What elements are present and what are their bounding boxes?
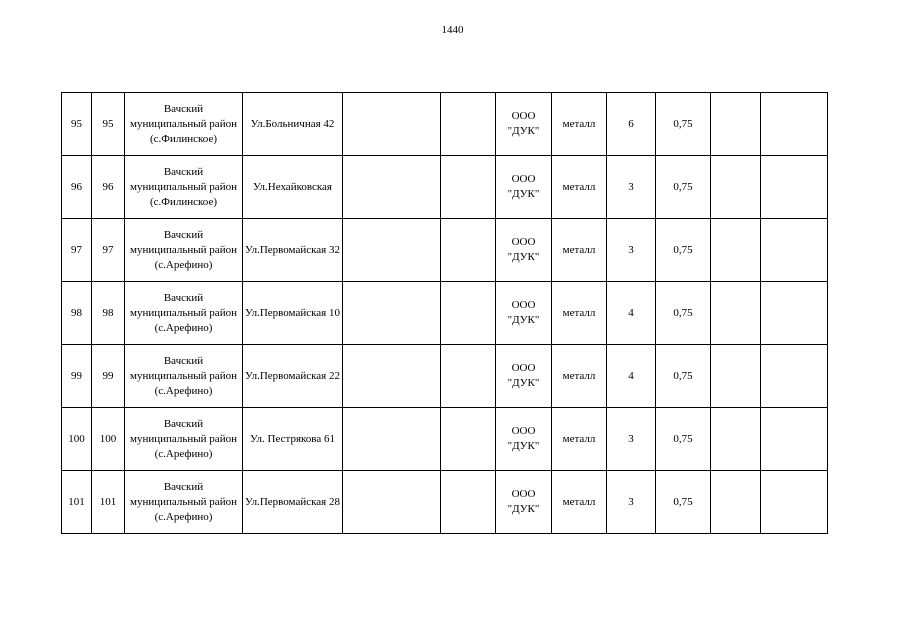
row-number-cell: 97 — [62, 219, 92, 282]
empty-cell — [343, 471, 441, 534]
container-count-cell: 3 — [607, 156, 656, 219]
empty-cell — [711, 408, 761, 471]
row-number-cell: 96 — [62, 156, 92, 219]
row-number-cell: 101 — [62, 471, 92, 534]
material-cell: металл — [552, 156, 607, 219]
district-cell: Вачский муниципальный район (с.Арефино) — [125, 408, 243, 471]
empty-cell — [711, 156, 761, 219]
empty-cell — [343, 408, 441, 471]
container-count-cell: 3 — [607, 408, 656, 471]
site-number-cell: 99 — [92, 345, 125, 408]
site-number-cell: 97 — [92, 219, 125, 282]
containers-table — [61, 92, 828, 534]
container-volume-cell: 0,75 — [656, 345, 711, 408]
empty-cell — [761, 156, 828, 219]
district-cell: Вачский муниципальный район (с.Филинское) — [125, 93, 243, 156]
district-cell: Вачский муниципальный район (с.Арефино) — [125, 345, 243, 408]
district-cell: Вачский муниципальный район (с.Арефино) — [125, 219, 243, 282]
empty-cell — [441, 219, 496, 282]
address-cell: Ул.Первомайская 28 — [243, 471, 343, 534]
empty-cell — [761, 93, 828, 156]
empty-cell — [441, 408, 496, 471]
site-number-cell: 98 — [92, 282, 125, 345]
material-cell: металл — [552, 219, 607, 282]
address-cell: Ул.Нехайковская — [243, 156, 343, 219]
material-cell: металл — [552, 282, 607, 345]
material-cell: металл — [552, 471, 607, 534]
container-volume-cell: 0,75 — [656, 156, 711, 219]
container-volume-cell: 0,75 — [656, 408, 711, 471]
table-row — [62, 219, 828, 282]
empty-cell — [711, 282, 761, 345]
table-row — [62, 156, 828, 219]
empty-cell — [343, 282, 441, 345]
container-count-cell: 4 — [607, 282, 656, 345]
row-number-cell: 100 — [62, 408, 92, 471]
organization-cell: ООО "ДУК" — [496, 345, 552, 408]
address-cell: Ул. Пестрякова 61 — [243, 408, 343, 471]
empty-cell — [761, 219, 828, 282]
row-number-cell: 98 — [62, 282, 92, 345]
container-volume-cell: 0,75 — [656, 93, 711, 156]
empty-cell — [711, 345, 761, 408]
empty-cell — [343, 156, 441, 219]
organization-cell: ООО "ДУК" — [496, 93, 552, 156]
container-count-cell: 3 — [607, 219, 656, 282]
organization-cell: ООО "ДУК" — [496, 219, 552, 282]
empty-cell — [343, 93, 441, 156]
empty-cell — [761, 345, 828, 408]
organization-cell: ООО "ДУК" — [496, 156, 552, 219]
empty-cell — [441, 345, 496, 408]
site-number-cell: 96 — [92, 156, 125, 219]
empty-cell — [441, 156, 496, 219]
container-volume-cell: 0,75 — [656, 219, 711, 282]
empty-cell — [761, 471, 828, 534]
row-number-cell: 95 — [62, 93, 92, 156]
address-cell: Ул.Первомайская 10 — [243, 282, 343, 345]
organization-cell: ООО "ДУК" — [496, 471, 552, 534]
empty-cell — [711, 471, 761, 534]
address-cell: Ул.Первомайская 22 — [243, 345, 343, 408]
container-count-cell: 3 — [607, 471, 656, 534]
empty-cell — [711, 219, 761, 282]
empty-cell — [441, 471, 496, 534]
empty-cell — [343, 345, 441, 408]
material-cell: металл — [552, 345, 607, 408]
address-cell: Ул.Первомайская 32 — [243, 219, 343, 282]
empty-cell — [441, 282, 496, 345]
district-cell: Вачский муниципальный район (с.Арефино) — [125, 471, 243, 534]
empty-cell — [441, 93, 496, 156]
empty-cell — [343, 219, 441, 282]
organization-cell: ООО "ДУК" — [496, 408, 552, 471]
table-row — [62, 345, 828, 408]
site-number-cell: 95 — [92, 93, 125, 156]
table-row — [62, 93, 828, 156]
empty-cell — [761, 282, 828, 345]
empty-cell — [761, 408, 828, 471]
empty-cell — [711, 93, 761, 156]
container-volume-cell: 0,75 — [656, 282, 711, 345]
table-row — [62, 408, 828, 471]
container-count-cell: 6 — [607, 93, 656, 156]
table-row — [62, 471, 828, 534]
row-number-cell: 99 — [62, 345, 92, 408]
organization-cell: ООО "ДУК" — [496, 282, 552, 345]
table-body — [62, 93, 828, 534]
page-number: 1440 — [441, 24, 464, 36]
address-cell: Ул.Больничная 42 — [243, 93, 343, 156]
table-row — [62, 282, 828, 345]
district-cell: Вачский муниципальный район (с.Арефино) — [125, 282, 243, 345]
container-volume-cell: 0,75 — [656, 471, 711, 534]
material-cell: металл — [552, 93, 607, 156]
site-number-cell: 100 — [92, 408, 125, 471]
container-count-cell: 4 — [607, 345, 656, 408]
material-cell: металл — [552, 408, 607, 471]
district-cell: Вачский муниципальный район (с.Филинское) — [125, 156, 243, 219]
site-number-cell: 101 — [92, 471, 125, 534]
